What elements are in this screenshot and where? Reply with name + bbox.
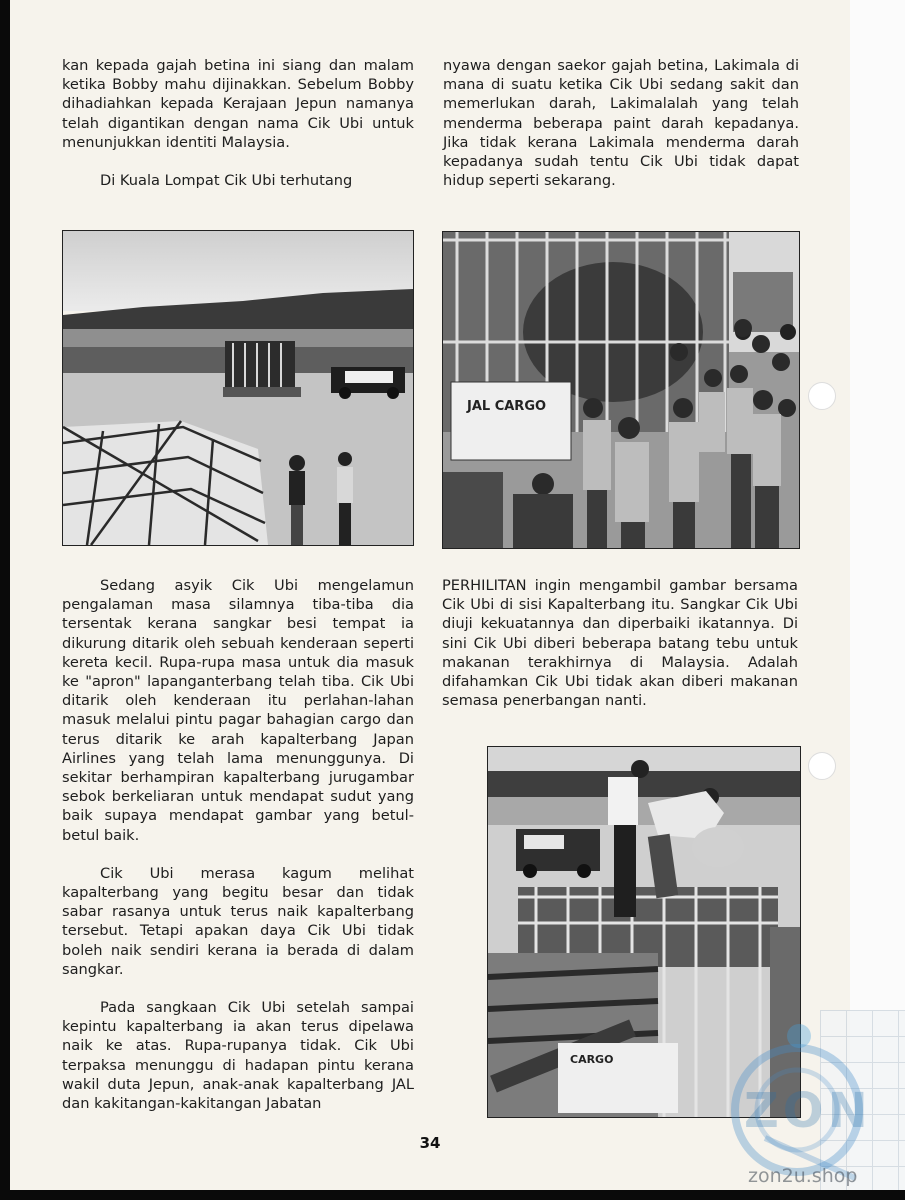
paragraph: Sedang asyik Cik Ubi mengelamun pengalaman masa silamnya tiba-tiba dia tersentak kerana sangkar besi tempat ia dikurung ditarik oleh sebuah kenderaan seperti kereta kecil. Rupa-rupa masa untuk dia masuk ke "apron" lapanganterbang telah tiba. Cik Ubi ditarik oleh kenderaan itu perlahan-lahan masuk melalui pintu pagar bahagian cargo dan terus ditarik ke arah kapalterbang Japan Airlines yang telah lama menunggunya. Di sekitar berhampiran kapalterbang jurugambar sebok berkeliaran untuk mendapat sudut yang baik supaya mendapat gambar yang betul-betul baik. [62,577,414,844]
paragraph: Pada sangkaan Cik Ubi setelah sampai kepintu kapalterbang ia akan terus dipelawa naik ke atas. Rupa-rupanya tidak. Cik Ubi terpaksa menunggu di hadapan pintu kerana wakil duta Jepun, anak-anak kapalterbang JAL dan kakitangan-kakitangan Jabatan [62,999,414,1113]
right-column-bottom [442,576,798,710]
paragraph: PERHILITAN ingin mengambil gambar bersama Cik Ubi di sisi Kapalterbang itu. Sangkar Cik Ubi diuji kekuatannya dan diperbaiki ikatannya. Di sini Cik Ubi diberi beberapa batang tebu untuk makanan terakhirnya di Malaysia. Adalah difahamkan Cik Ubi tidak akan diberi makanan semasa penerbangan nanti. [442,577,798,710]
crate-sign-bottom-label: CARGO [570,1053,614,1066]
watermark-text: ZON [744,1083,872,1139]
paragraph: kan kepada gajah betina ini siang dan malam ketika Bobby mahu dijinakkan. Sebelum Bobby dihadiahkan kepada Kerajaan Jepun namanya telah digantikan dengan nama Cik Ubi untuk menunjukkan identiti Malaysia. [62,57,414,151]
binder-hole [808,752,836,780]
left-column-top [62,56,414,190]
page-number: 34 [419,1134,441,1152]
right-column-top [443,56,799,190]
watermark-url: zon2u.shop [748,1165,858,1187]
paragraph: nyawa dengan saekor gajah betina, Lakimala di mana di suatu ketika Cik Ubi sedang sakit dan memerlukan darah, Lakimalalah yang telah menderma beberapa paint darah kepadanya. Jika tidak kerana Lakimala menderma darah kepadanya sudah tentu Cik Ubi tidak dapat hidup seperti sekarang. [443,57,799,190]
photo-airfield-crate [62,230,414,546]
binder-hole [808,382,836,410]
left-column-bottom [62,576,414,1113]
paragraph: Cik Ubi merasa kagum melihat kapalterbang yang begitu besar dan tidak sabar rasanya untuk terus naik kapalterbang tersebut. Tetapi apakan daya Cik Ubi tidak boleh naik sendiri kerana ia berada di dalam sangkar. [62,864,414,978]
paragraph: Di Kuala Lompat Cik Ubi terhutang [100,172,353,190]
crate-sign-label: JAL CARGO [467,399,547,414]
photo-crate-crowd [442,231,800,549]
